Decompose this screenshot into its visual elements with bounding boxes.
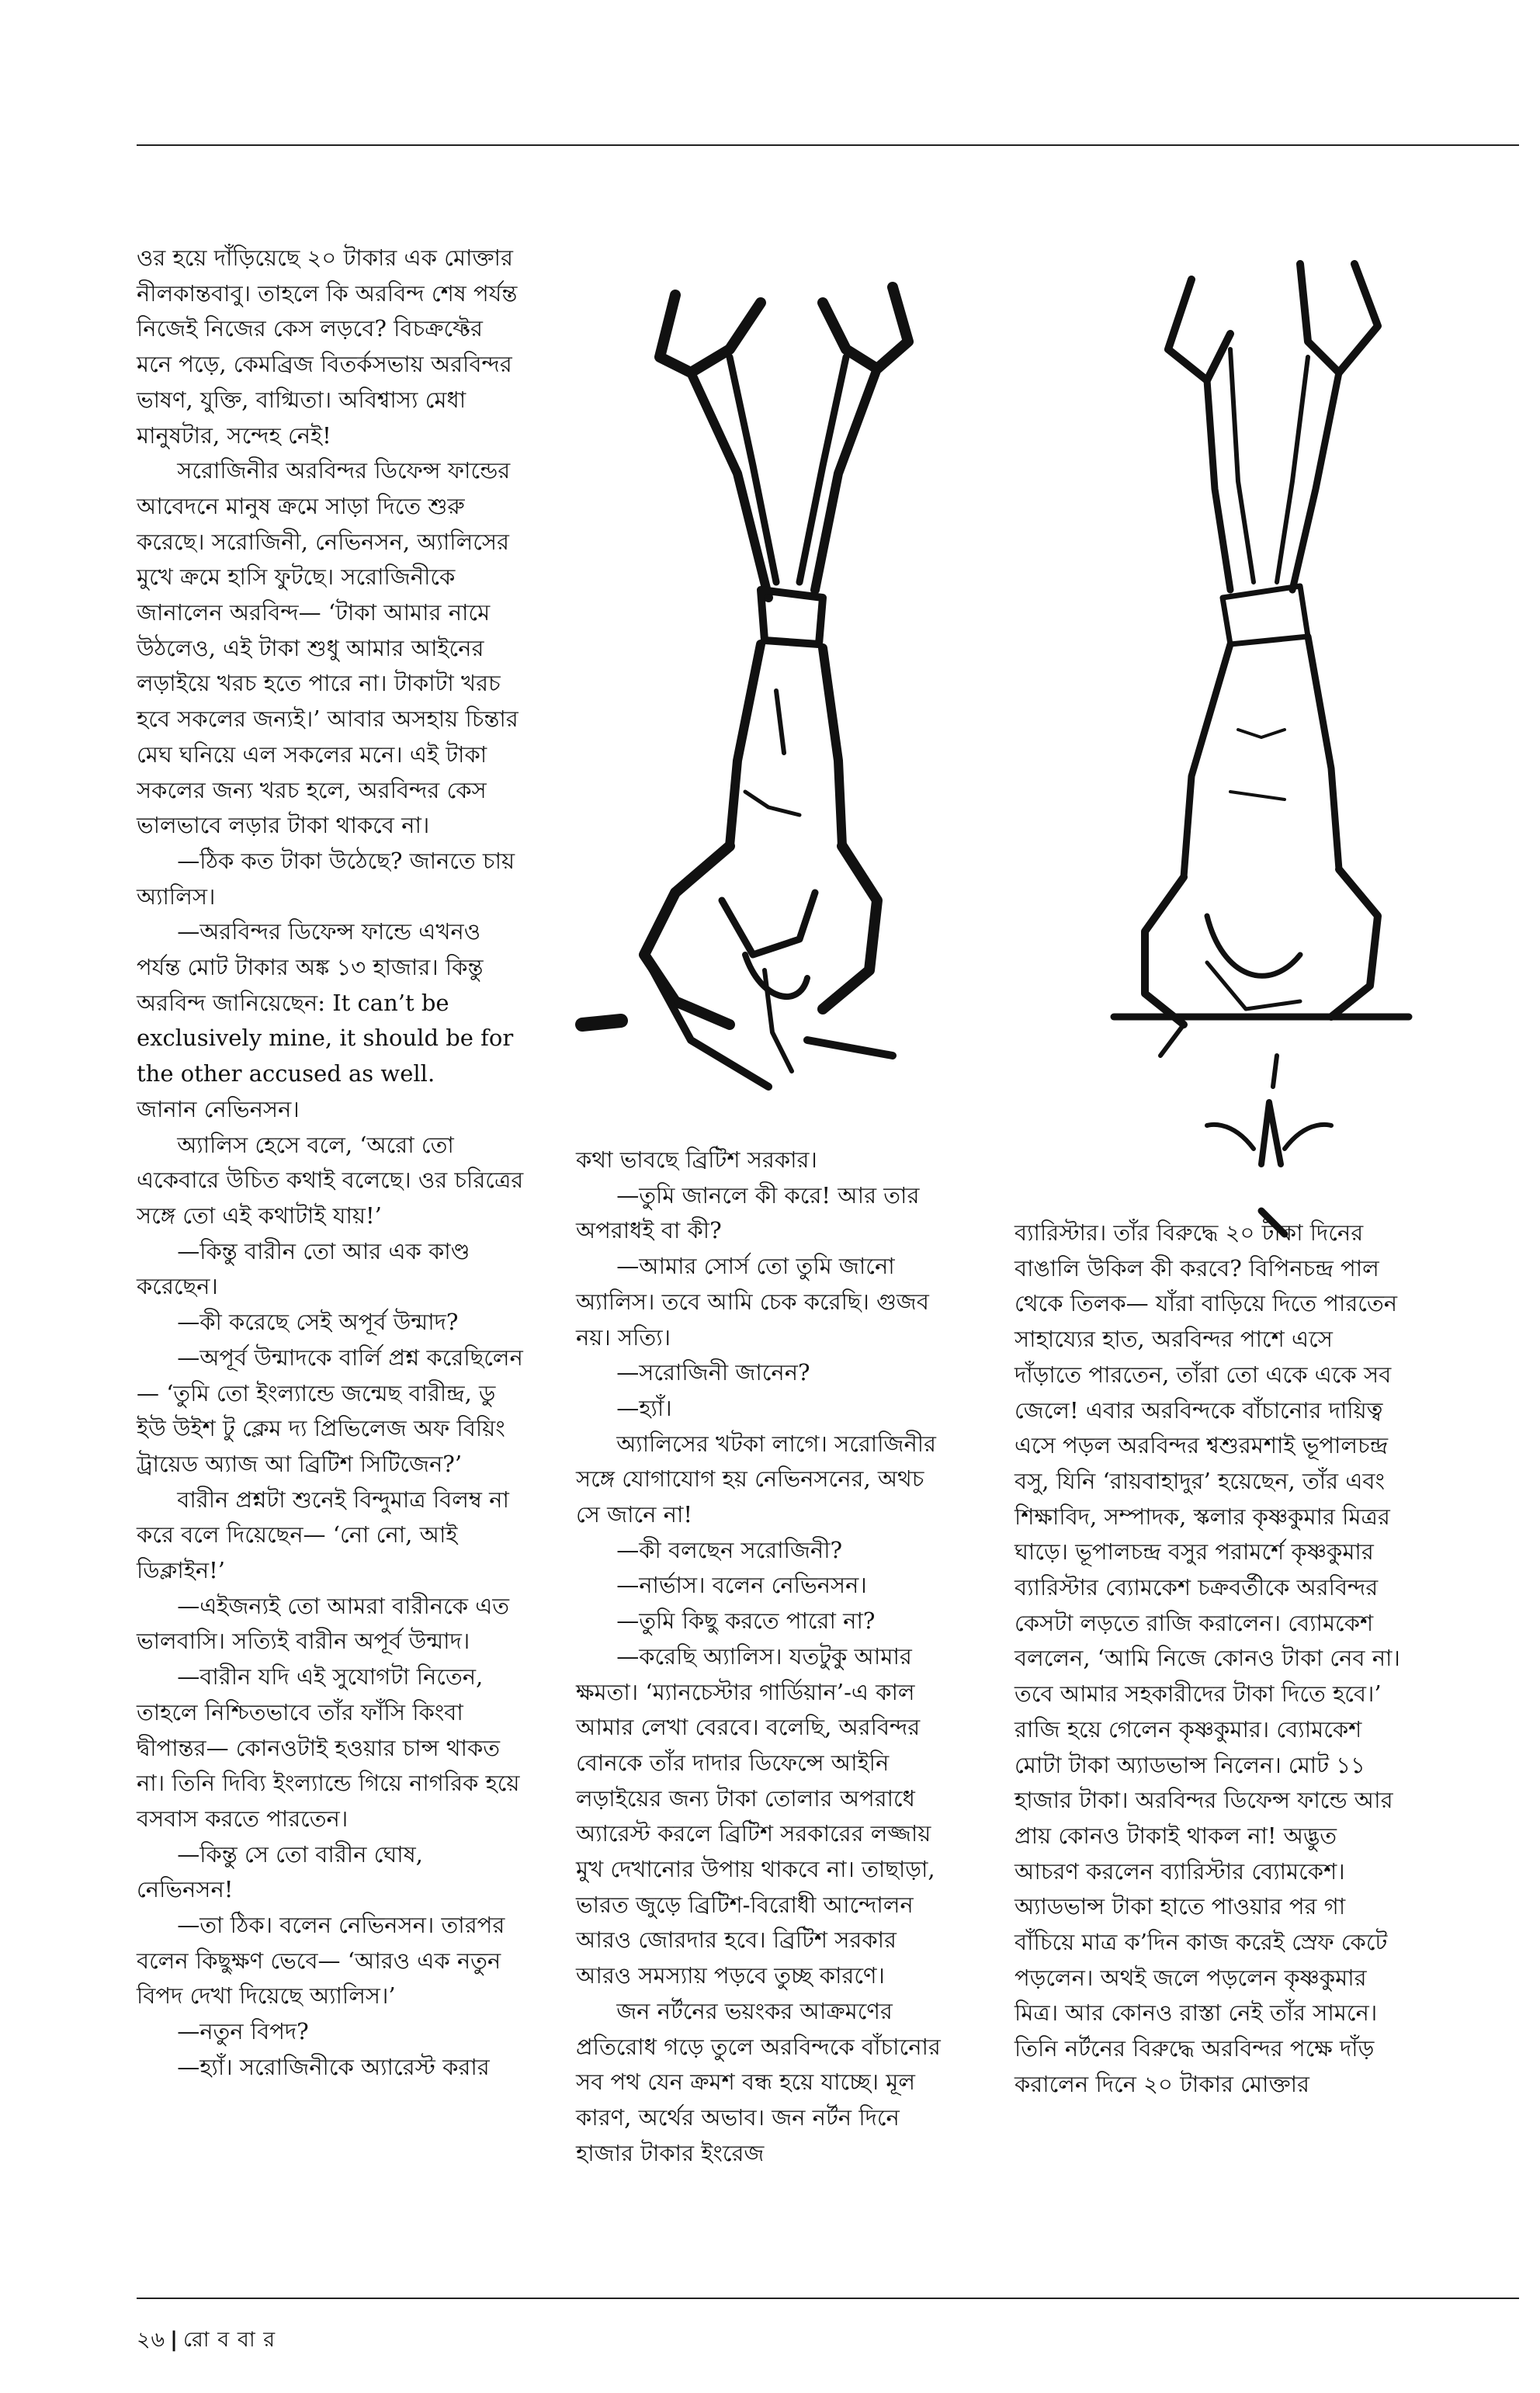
footer-separator: | (170, 2328, 179, 2352)
paragraph: কথা ভাবছে ব্রিটিশ সরকার। (576, 1146, 817, 1173)
paragraph: —হ্যাঁ। (616, 1394, 672, 1421)
paragraph: জানান নেভিনসন। (137, 1095, 300, 1122)
paragraph: —বারীন যদি এই সুযোগটা নিতেন, তাহলে নিশ্চিতভাবে তাঁর ফাঁসি কিংবা দ্বীপান্তর— কোনওটাই হওয়ার চান্স থাকত না। তিনি দিব্যি ইংল্যান্ডে গিয়ে নাগরিক হয়ে বসবাস করতে পারতেন। (137, 1663, 520, 1832)
text-column-2 (576, 1143, 949, 2171)
paragraph: ওর হয়ে দাঁড়িয়েছে ২০ টাকার এক মোক্তার নীলকান্তবাবু। তাহলে কি অরবিন্দ শেষ পর্যন্ত নিজেই নিজের কেস লড়বে? বিচক্রফ্টের মনে পড়ে, কেমব্রিজ বিতর্কসভায় অরবিন্দর ভাষণ, যুক্তি, বাগ্মিতা। অবিশ্বাস্য মেধা মানুষটার, সন্দেহ নেই! (137, 245, 518, 449)
headstand-figure-illustration-left (567, 256, 970, 1141)
paragraph: —এইজন্যই তো আমরা বারীনকে এত ভালবাসি। সত্যিই বারীন অপূর্ব উন্মাদ। (137, 1592, 510, 1655)
page-footer (137, 2324, 276, 2359)
paragraph: —ঠিক কত টাকা উঠেছে? জানতে চায় অ্যালিস। (137, 847, 515, 910)
bottom-rule (137, 2298, 1519, 2299)
paragraph: অ্যালিসের খটকা লাগে। সরোজিনীর সঙ্গে যোগাযোগ হয় নেভিনসনের, অথচ সে জানে না! (576, 1430, 937, 1528)
paragraph: —তা ঠিক। বলেন নেভিনসন। তারপর বলেন কিছুক্ষণ ভেবে— ‘আরও এক নতুন বিপদ দেখা দিয়েছে অ্যালিস।’ (137, 1912, 505, 2010)
paragraph: —তুমি জানলে কী করে! আর তার অপরাধই বা কী? (576, 1181, 920, 1244)
paragraph: —সরোজিনী জানেন? (616, 1359, 810, 1386)
paragraph: —কিন্তু সে তো বারীন ঘোষ, নেভিনসন! (137, 1840, 423, 1903)
paragraph: —হ্যাঁ। সরোজিনীকে অ্যারেস্ট করার (177, 2053, 490, 2080)
headstand-figure-illustration-right (974, 233, 1440, 1242)
paragraph: —কী করেছে সেই অপূর্ব উন্মাদ? (177, 1309, 459, 1336)
paragraph: —অপূর্ব উন্মাদকে বার্লি প্রশ্ন করেছিলেন— ‘তুমি তো ইংল্যান্ডে জন্মেছ বারীন্দ্র, ডু ইউ উইশ টু ক্লেম দ্য প্রিভিলেজ অফ বিয়িং ট্রায়েড অ্যাজ আ ব্রিটিশ সিটিজেন?’ (137, 1344, 523, 1477)
page-number: ২৬ (137, 2328, 166, 2352)
paragraph: —নার্ভাস। বলেন নেভিনসন। (616, 1572, 867, 1599)
paragraph: ব্যারিস্টার। তাঁর বিরুদ্ধে ২০ টাকা দিনের বাঙালি উকিল কী করবে? বিপিনচন্দ্র পাল থেকে তিলক— যাঁরা বাড়িয়ে দিতে পারতেন সাহায্যের হাত, অরবিন্দর পাশে এসে দাঁড়াতে পারতেন, তাঁরা তো একে একে সব জেলে! এবার অরবিন্দকে বাঁচানোর দায়িত্ব এসে পড়ল অরবিন্দর শ্বশুরমশাই ভূপালচন্দ্র বসু, যিনি ‘রায়বাহাদুর’ হয়েছেন, তাঁর এবং শিক্ষাবিদ, সম্পাদক, স্কলার কৃষ্ণকুমার মিত্রর ঘাড়ে। ভূপালচন্দ্র বসুর পরামর্শে কৃষ্ণকুমার ব্যারিস্টার ব্যোমকেশ চক্রবর্তীকে অরবিন্দর কেসটা লড়তে রাজি করালেন। ব্যোমকেশ বললেন, ‘আমি নিজে কোনও টাকা নেব না। তবে আমার সহকারীদের টাকা দিতে হবে।’ রাজি হয়ে গেলেন কৃষ্ণকুমার। ব্যোমকেশ মোটা টাকা অ্যাডভান্স নিলেন। মোট ১১ হাজার টাকা। অরবিন্দর ডিফেন্স ফান্ডে আর প্রায় কোনও টাকাই থাকল না! অদ্ভুত আচরণ করলেন ব্যারিস্টার ব্যোমকেশ। অ্যাডভান্স টাকা হাতে পাওয়ার পর গা বাঁচিয়ে মাত্র ক’দিন কাজ করেই স্রেফ কেটে পড়লেন। অথই জলে পড়লেন কৃষ্ণকুমার মিত্র। আর কোনও রাস্তা নেই তাঁর সামনে। তিনি নর্টনের বিরুদ্ধে অরবিন্দর পক্ষে দাঁড় করালেন দিনে ২০ টাকার মোক্তার (1015, 1219, 1400, 2097)
paragraph: —আমার সোর্স তো তুমি জানো অ্যালিস। তবে আমি চেক করেছি। গুজব নয়। সত্যি। (576, 1253, 929, 1351)
paragraph: —তুমি কিছু করতে পারো না? (616, 1607, 876, 1635)
paragraph: —কিন্তু বারীন তো আর এক কাণ্ড করেছেন। (137, 1237, 470, 1300)
paragraph: —অরবিন্দর ডিফেন্স ফান্ডে এখনও পর্যন্ত মোট টাকার অঙ্ক ১৩ হাজার। কিন্তু অরবিন্দ জানিয়েছেন: It can’t be exclusively mine, it should be for the other accused as well. (137, 918, 514, 1087)
paragraph: জন নর্টনের ভয়ংকর আক্রমণের প্রতিরোধ গড়ে তুলে অরবিন্দকে বাঁচানোর সব পথ যেন ক্রমশ বন্ধ হয়ে যাচ্ছে। মূল কারণ, অর্থের অভাব। জন নর্টন দিনে হাজার টাকার ইংরেজ (576, 1997, 941, 2166)
top-rule (137, 144, 1519, 146)
paragraph: —করেছি অ্যালিস। যতটুকু আমার ক্ষমতা। ‘ম্যানচেস্টার গার্ডিয়ান’-এ কাল আমার লেখা বেরবে। বলেছি, অরবিন্দর বোনকে তাঁর দাদার ডিফেন্সে আইনি লড়াইয়ের জন্য টাকা তোলার অপরাধে অ্যারেস্ট করলে ব্রিটিশ সরকারের লজ্জায় মুখ দেখানোর উপায় থাকবে না। তাছাড়া, ভারত জুড়ে ব্রিটিশ-বিরোধী আন্দোলন আরও জোরদার হবে। ব্রিটিশ সরকার আরও সমস্যায় পড়বে তুচ্ছ কারণে। (576, 1642, 935, 1989)
text-column-1 (137, 241, 525, 2086)
paragraph: অ্যালিস হেসে বলে, ‘অরো তো একেবারে উচিত কথাই বলেছে। ওর চরিত্রের সঙ্গে তো এই কথাটাই যায়!’ (137, 1131, 524, 1229)
paragraph: —নতুন বিপদ? (177, 2018, 309, 2045)
paragraph: বারীন প্রশ্নটা শুনেই বিন্দুমাত্র বিলম্ব না করে বলে দিয়েছেন— ‘নো নো, আই ডিক্লাইন!’ (137, 1486, 509, 1584)
text-column-3 (1015, 1216, 1403, 2103)
paragraph: সরোজিনীর অরবিন্দর ডিফেন্স ফান্ডের আবেদনে মানুষ ক্রমে সাড়া দিতে শুরু করেছে। সরোজিনী, নেভিনসন, অ্যালিসের মুখে ক্রমে হাসি ফুটছে। সরোজিনীকে জানালেন অরবিন্দ— ‘টাকা আমার নামে উঠলেও, এই টাকা শুধু আমার আইনের লড়াইয়ে খরচ হতে পারে না। টাকাটা খরচ হবে সকলের জন্যই।’ আবার অসহায় চিন্তার মেঘ ঘনিয়ে এল সকলের মনে। এই টাকা সকলের জন্য খরচ হলে, অরবিন্দর কেস ভালভাবে লড়ার টাকা থাকবে না। (137, 457, 519, 839)
paragraph: —কী বলছেন সরোজিনী? (616, 1536, 843, 1563)
magazine-name: রো ব বা র (183, 2328, 276, 2352)
